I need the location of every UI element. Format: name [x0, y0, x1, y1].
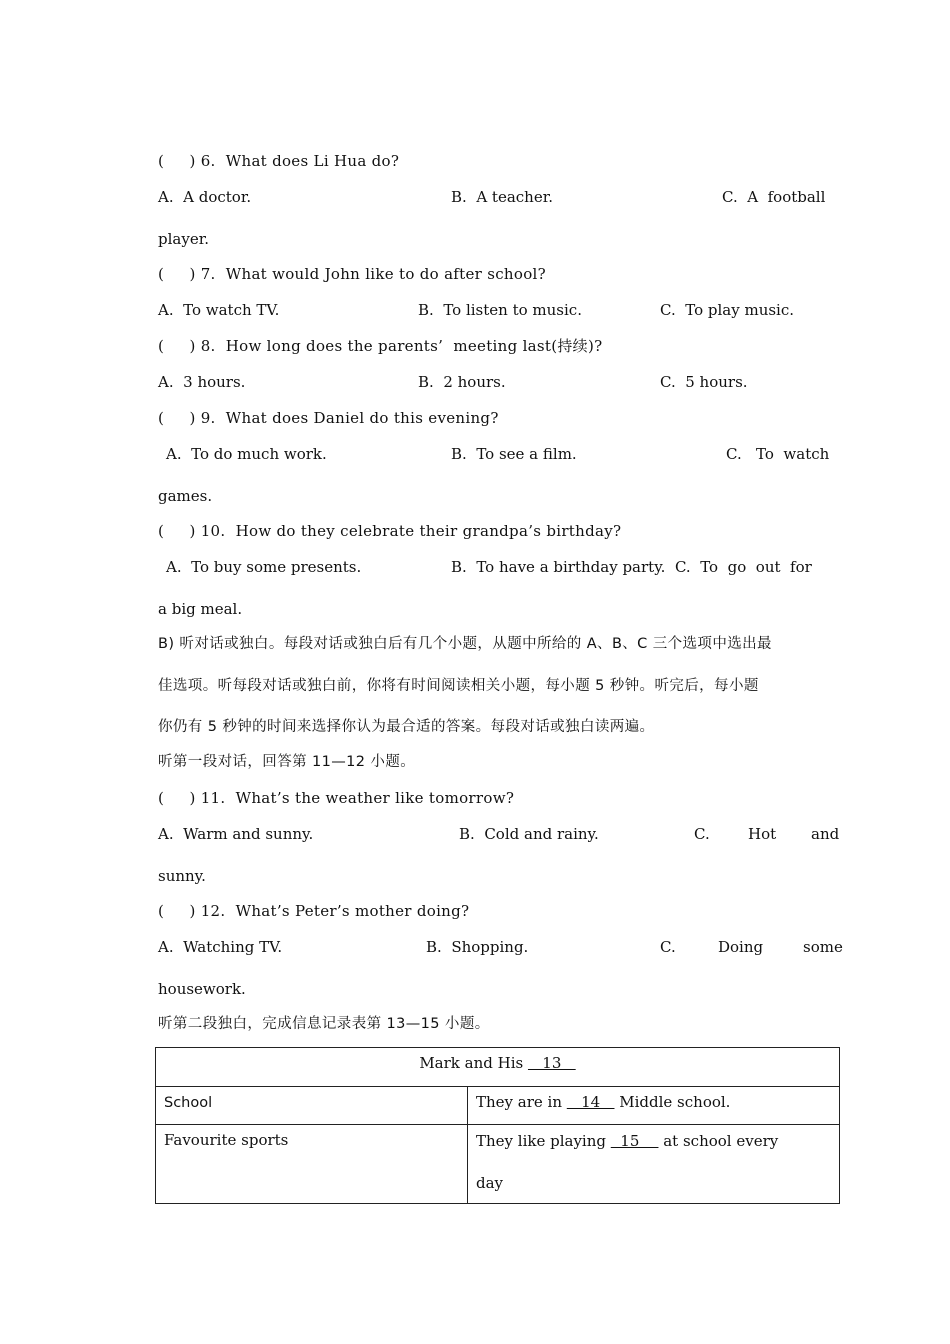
blank-15: 15 — [610, 1132, 659, 1150]
row-school-label: School — [164, 1095, 213, 1111]
question-7-option-c: C. To play music. — [660, 301, 795, 319]
question-10-option-c-cont: a big meal. — [158, 600, 243, 618]
dialogue-1-heading: 听第一段对话，回答第 11—12 小题。 — [158, 754, 416, 770]
question-11-option-a: A. Warm and sunny. — [158, 825, 314, 843]
question-8-option-a: A. 3 hours. — [158, 373, 246, 391]
question-12-option-a: A. Watching TV. — [158, 938, 283, 956]
question-9-option-b: B. To see a film. — [451, 445, 577, 463]
row-sports-label-cell — [156, 1125, 468, 1204]
question-7-option-b: B. To listen to music. — [418, 301, 582, 319]
question-6-stem: ( ) 6. What does Li Hua do? — [158, 152, 400, 170]
question-11-option-c-cont: sunny. — [158, 867, 206, 885]
blank-13: 13 — [527, 1054, 576, 1072]
table-title: Mark and His — [419, 1054, 528, 1072]
question-9-option-c: C. To watch — [726, 445, 830, 463]
row-sports-suffix: at school every — [658, 1132, 779, 1150]
section-b-instruction-line-3: 你仍有 5 秒钟的时间来选择你认为最合适的答案。每段对话或独白读两遍。 — [158, 719, 655, 735]
row-school-prefix: They are in — [476, 1093, 567, 1111]
question-6-option-c-cont: player. — [158, 230, 209, 248]
question-10-option-a: A. To buy some presents. — [166, 558, 362, 576]
table-title-cell — [156, 1048, 840, 1087]
question-12-option-c-cont: housework. — [158, 980, 246, 998]
question-11-stem: ( ) 11. What’s the weather like tomorrow? — [158, 789, 515, 807]
question-6-option-b: B. A teacher. — [451, 188, 554, 206]
question-9-option-c-cont: games. — [158, 487, 213, 505]
question-9-option-a: A. To do much work. — [166, 445, 327, 463]
row-school-suffix: Middle school. — [614, 1093, 731, 1111]
question-12-option-c-letter: C. — [660, 938, 676, 956]
question-9-stem: ( ) 9. What does Daniel do this evening? — [158, 409, 499, 427]
question-6-option-c: C. A football — [722, 188, 826, 206]
row-school-label-cell — [156, 1087, 468, 1125]
info-record-table — [155, 1047, 840, 1204]
question-8-stem: ( ) 8. How long does the parents’ meeting last(持续)? — [158, 337, 603, 355]
section-b-instruction-line-2: 佳选项。听每段对话或独白前，你将有时间阅读相关小题，每小题 5 秒钟。听完后，每小题 — [158, 678, 759, 694]
row-sports-prefix: They like playing — [476, 1132, 611, 1150]
question-11-option-b: B. Cold and rainy. — [459, 825, 599, 843]
section-b-instruction-line-1: B) 听对话或独白。每段对话或独白后有几个小题，从题中所给的 A、B、C 三个选项中选出最 — [158, 636, 772, 652]
question-12-option-b: B. Shopping. — [426, 938, 529, 956]
row-sports-value-cell — [468, 1125, 840, 1204]
question-8-option-c: C. 5 hours. — [660, 373, 748, 391]
question-11-option-c-word1: Hot — [748, 825, 777, 843]
monologue-2-heading: 听第二段独白，完成信息记录表第 13—15 小题。 — [158, 1016, 490, 1032]
question-12-stem: ( ) 12. What’s Peter’s mother doing? — [158, 902, 470, 920]
row-school-value-cell — [468, 1087, 840, 1125]
question-8-option-b: B. 2 hours. — [418, 373, 506, 391]
row-sports-cont: day — [476, 1174, 504, 1192]
question-10-option-b-c: B. To have a birthday party. C. To go out for — [451, 558, 812, 576]
row-sports-label: Favourite sports — [164, 1131, 289, 1149]
question-12-option-c-word2: some — [803, 938, 843, 956]
question-10-stem: ( ) 10. How do they celebrate their grandpa’s birthday? — [158, 522, 622, 540]
question-11-option-c-letter: C. — [694, 825, 710, 843]
question-11-option-c-word2: and — [811, 825, 840, 843]
question-7-stem: ( ) 7. What would John like to do after school? — [158, 265, 546, 283]
question-12-option-c-word1: Doing — [718, 938, 764, 956]
question-6-option-a: A. A doctor. — [158, 188, 252, 206]
blank-14: 14 — [566, 1093, 615, 1111]
question-7-option-a: A. To watch TV. — [158, 301, 280, 319]
